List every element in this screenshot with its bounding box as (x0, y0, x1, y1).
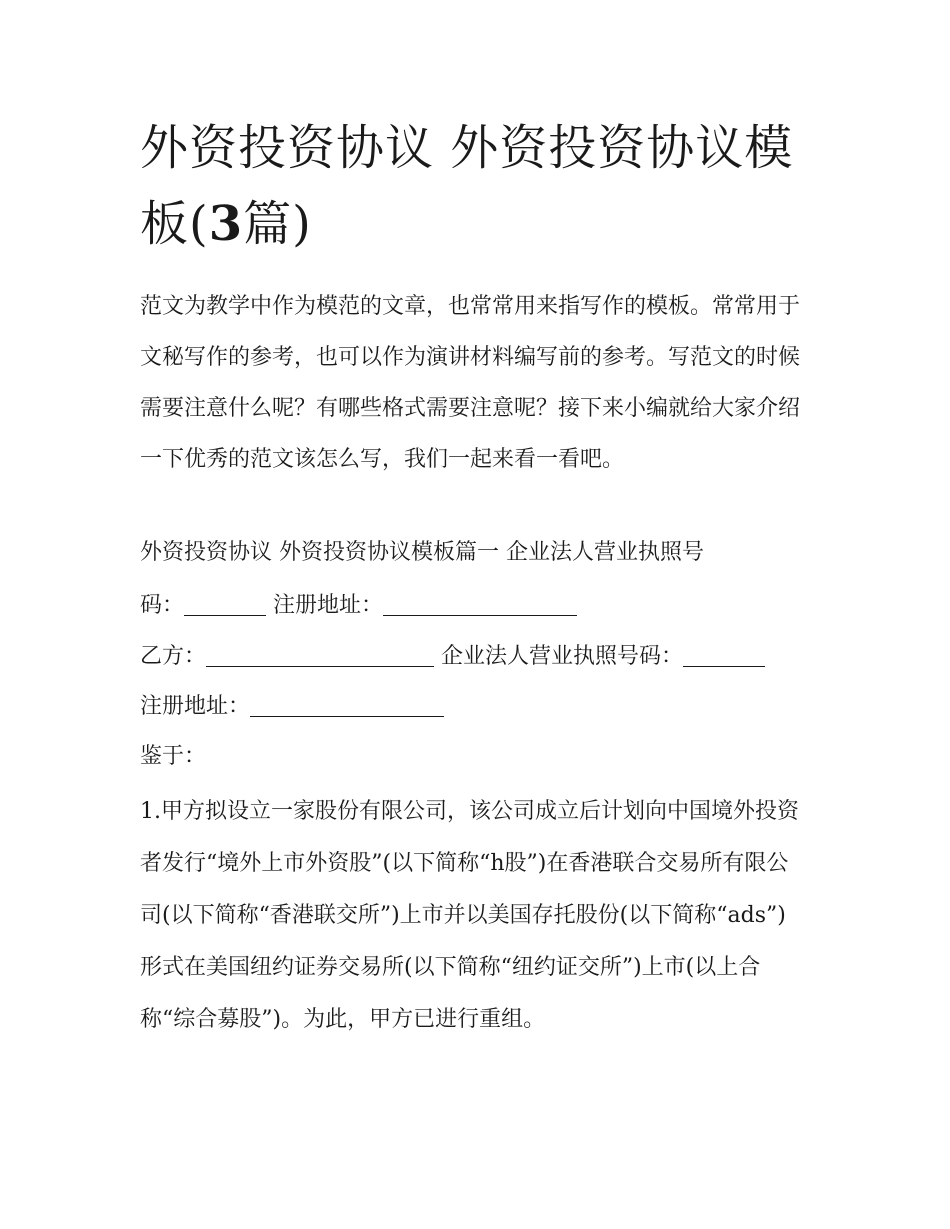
title-count: 3 (208, 196, 244, 252)
title-text-start: 外资投资协议 外资投资协议模板( (140, 120, 794, 252)
party-a-address-label: 注册地址： (273, 593, 384, 618)
party-b-license-label: 企业法人营业执照号码： (441, 644, 684, 669)
document-title (140, 110, 820, 262)
party-b-line (140, 642, 765, 672)
party-b-address-blank (250, 696, 444, 717)
title-text-end: 篇) (243, 196, 312, 252)
intro-paragraph: 范文为教学中作为模范的文章，也常常用来指写作的模板。常常用于文秘写作的参考，也可以作为演讲材料编写前的参考。写范文的时候需要注意什么呢？有哪些格式需要注意呢？接下来小编就给大家介绍一下优秀的范文该怎么写，我们一起来看一看吧。 (140, 294, 801, 472)
whereas-label: 鉴于： (140, 744, 207, 769)
party-b-address-line (140, 692, 444, 722)
license-code-label: 码： (140, 593, 185, 618)
section-heading: 外资投资协议 外资投资协议模板篇一 企业法人营业执照号 (140, 540, 704, 565)
clause-1: 1.甲方拟设立一家股份有限公司，该公司成立后计划向中国境外投资者发行“境外上市外资股”(以下简称“h股”)在香港联合交易所有限公司(以下简称“香港联交所”)上市并以美国存托股份(以下简称“ads”)形式在美国纽约证券交易所(以下简称“纽约证交所”)上市(以上合称“综合募股”)。为此，甲方已进行重组。 (140, 799, 799, 1032)
party-b-name-blank (206, 646, 434, 667)
party-b-label: 乙方： (140, 644, 207, 669)
party-b-license-blank (683, 646, 765, 667)
party-a-address-blank (383, 595, 577, 616)
license-number-blank (184, 595, 266, 616)
party-b-address-label: 注册地址： (140, 694, 251, 719)
party-a-info-line (140, 591, 577, 621)
